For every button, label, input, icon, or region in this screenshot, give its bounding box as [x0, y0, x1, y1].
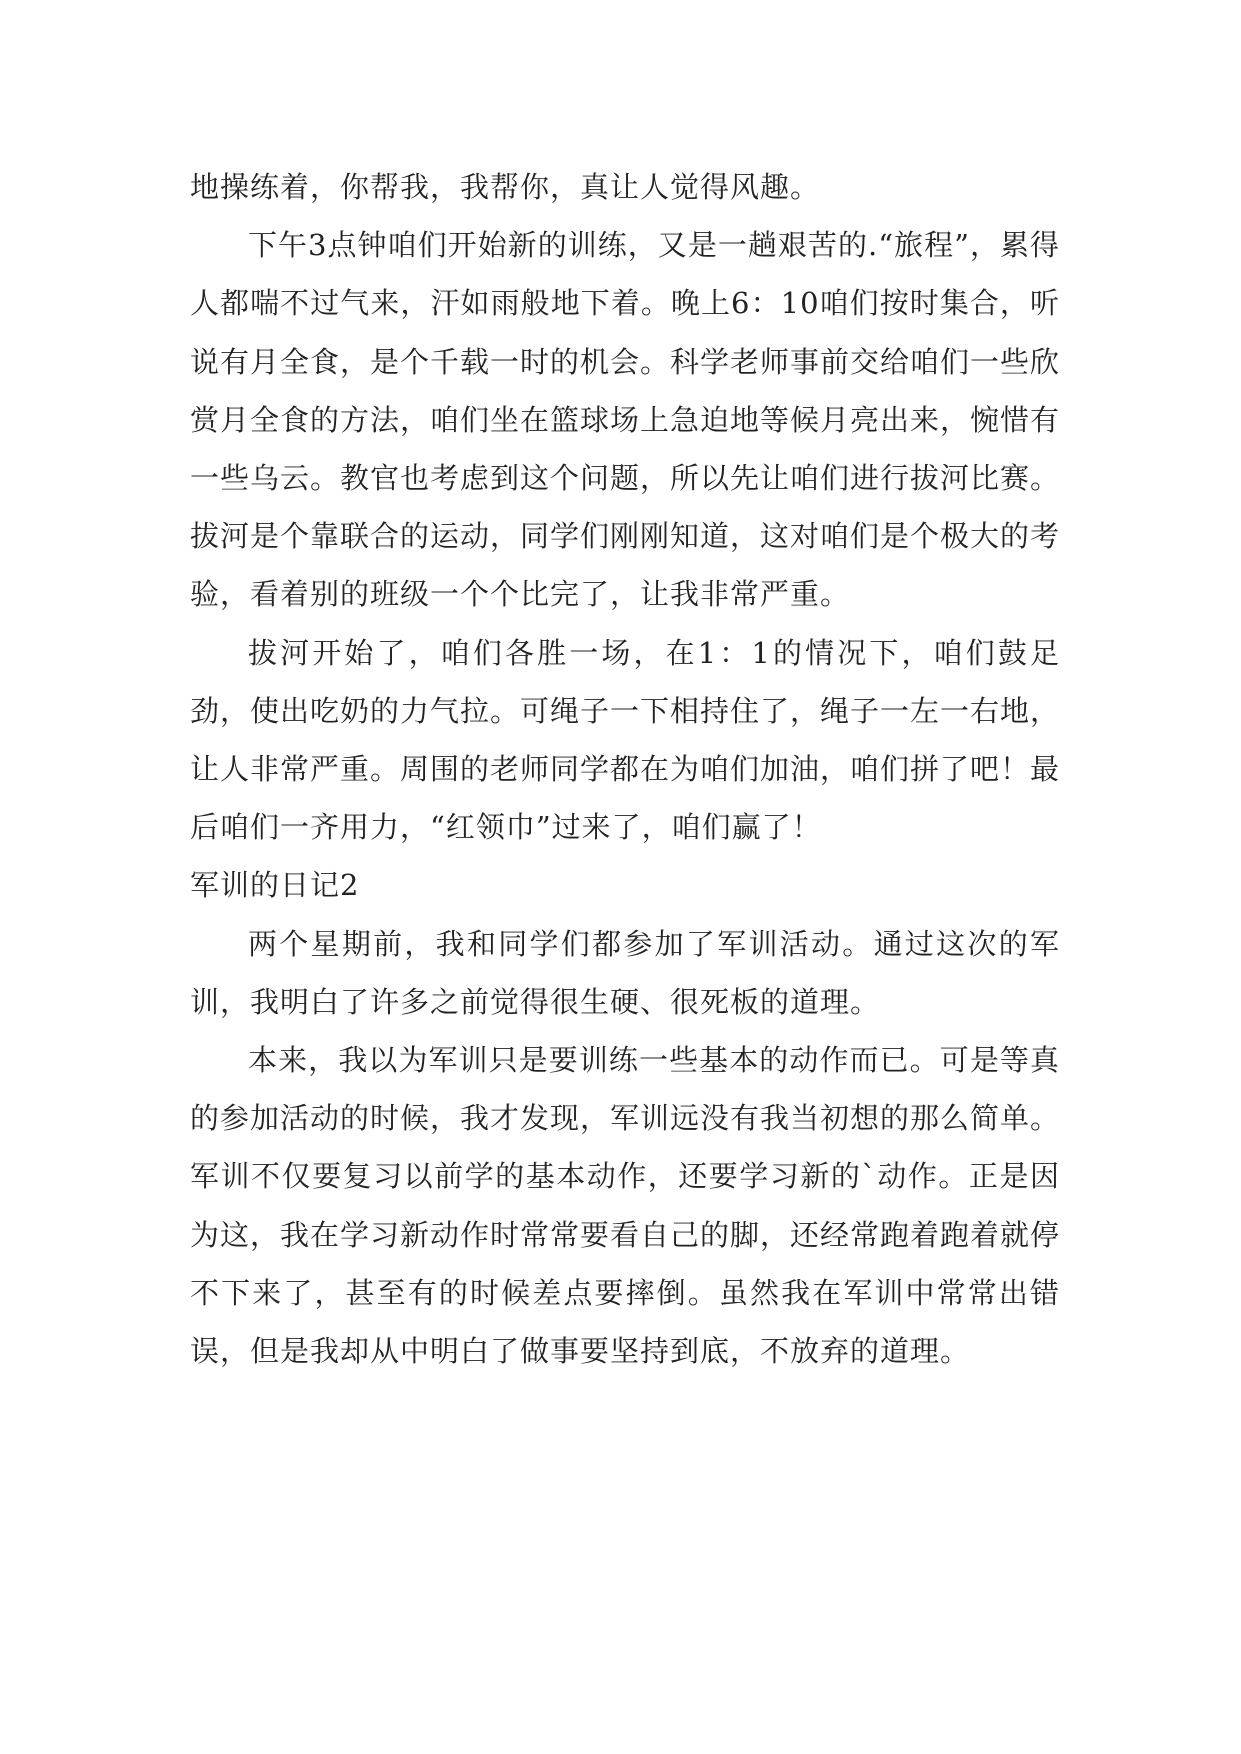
- paragraph-continuation: 地操练着，你帮我，我帮你，真让人觉得风趣。: [190, 170, 821, 204]
- paragraph-originally: 本来，我以为军训只是要训练一些基本的动作而已。可是等真的参加活动的时候，我才发现，军训远没有我当初想的那么简单。军训不仅要复习以前学的基本动作，还要学习新的`动作。正是因为这，我在学习新动作时常常要看自己的脚，还经常跑着跑着就停不下来了，甚至有的时候差点要摔倒。虽然我在军训中常常出错误，但是我却从中明白了做事要坚持到底，不放弃的道理。: [190, 1043, 1061, 1369]
- section-heading: 军训的日记2: [190, 868, 360, 903]
- paragraph-afternoon-training: 下午3点钟咱们开始新的训练，又是一趟艰苦的.“旅程”，累得人都喘不过气来，汗如雨般地下着。晚上6：10咱们按时集合，听说有月全食，是个千载一时的机会。科学老师事前交给咱们一些欣赏月全食的方法，咱们坐在篮球场上急迫地等候月亮出来，惋惜有一些乌云。教官也考虑到这个问题，所以先让咱们进行拔河比赛。拔河是个靠联合的运动，同学们刚刚知道，这对咱们是个极大的考验，看着别的班级一个个比完了，让我非常严重。: [190, 228, 1061, 612]
- paragraph-two-weeks-ago: 两个星期前，我和同学们都参加了军训活动。通过这次的军训，我明白了许多之前觉得很生硬、很死板的道理。: [190, 926, 1060, 1019]
- document-page: [190, 158, 1060, 1380]
- paragraph-tug-of-war: 拔河开始了，咱们各胜一场，在1：1的情况下，咱们鼓足劲，使出吃奶的力气拉。可绳子一下相持住了，绳子一左一右地，让人非常严重。周围的老师同学都在为咱们加油，咱们拼了吧！最后咱们一齐用力，“红领巾”过来了，咱们赢了！: [190, 635, 1061, 845]
